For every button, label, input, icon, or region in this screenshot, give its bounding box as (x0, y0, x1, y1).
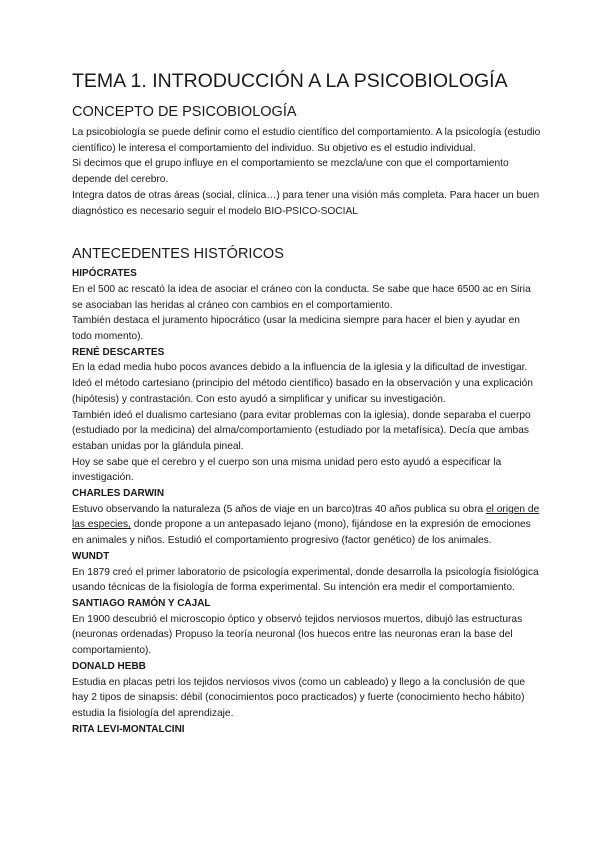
paragraph: Hoy se sabe que el cerebro y el cuerpo son una misma unidad pero esto ayudó a especificar la investigación. (72, 456, 502, 484)
paragraph: En 1879 creó el primer laboratorio de psicología experimental, donde desarrolla la psicología fisiológica usando técnicas de la fisiología de forma experimental. Su intención era medir el comportamiento. (72, 566, 539, 594)
text-span: donde propone a un antepasado lejano (mono), fijándose en la expresión de emociones en animales y niños. Estudió el comportamiento progresivo (factor genético) de los animales. (72, 519, 531, 547)
paragraph: Si decimos que el grupo influye en el comportamiento se mezcla/une con que el comportamiento depende del cerebro. (72, 158, 509, 186)
paragraph: También destaca el juramento hipocrático (usar la medicina siempre para hacer el bien y ayudar en todo momento). (72, 315, 520, 343)
paragraph: En la edad media hubo pocos avances debido a la influencia de la iglesia y la dificultad de investigar. (72, 362, 528, 374)
name-heading-hebb: DONALD HEBB (72, 660, 146, 672)
section-heading-concepto: CONCEPTO DE PSICOBIOLOGÍA (72, 104, 297, 120)
section-heading-antecedentes: ANTECEDENTES HISTÓRICOS (72, 246, 284, 263)
paragraph: Estudia en placas petri los tejidos nerviosos vivos (como un cableado) y llego a la conclusión de que hay 2 tipos de sinapsis: débil (conocimientos poco practicados) y fuerte (conocimiento hecho hábito) estudia la fisiología del aprendizaje. (72, 676, 526, 719)
paragraph: Ideó el método cartesiano (principio del método científico) basado en la observación y una explicación (hipótesis) y contrastación. Con esto ayudó a simplificar y unificar su investigación. (72, 378, 533, 405)
text-span: Estuvo observando la naturaleza (5 años de viaje en un barco)tras 40 años publica su obra (72, 503, 486, 515)
paragraph (72, 502, 542, 549)
paragraph: Integra datos de otras áreas (social, clínica…) para tener una visión más completa. Para hacer un buen diagnóstico es necesario seguir el modelo BIO-PSICO-SOCIAL (72, 189, 540, 217)
paragraph: La psicobiología se puede definir como el estudio científico del comportamiento. A la psicología (estudio científico) le interesa el comportamiento del individuo. Su objetivo es el estudio individual. (72, 127, 541, 154)
document-page (72, 70, 542, 737)
document-title: TEMA 1. INTRODUCCIÓN A LA PSICOBIOLOGÍA (72, 70, 508, 92)
paragraph: En 1900 descubrió el microscopio óptico y observó tejidos nerviosos muertos, dibujó las estructuras (neuronas ordenadas) Propuso la teoría neuronal (los huecos entre las neuronas eran la base del comportamiento). (72, 613, 523, 657)
name-heading-wundt: WUNDT (72, 550, 110, 562)
book-title-underlined: el origen de las especies, (72, 503, 540, 531)
name-heading-cajal: SANTIAGO RAMÓN Y CAJAL (72, 597, 211, 609)
paragraph: También ideó el dualismo cartesiano (para evitar problemas con la iglesia), donde separaba el cuerpo (estudiado por la medicina) del alma/comportamiento (estudiado por la metafísica). Decía que ambas estaban unidas por la glándula pineal. (72, 409, 531, 452)
name-heading-darwin: CHARLES DARWIN (72, 488, 165, 500)
name-heading-descartes: RENÉ DESCARTES (72, 346, 165, 358)
paragraph: En el 500 ac rescató la idea de asociar el cráneo con la conducta. Se sabe que hace 6500 ac en Siria se asociaban las heridas al cráneo con cambios en el comportamiento. (72, 283, 531, 311)
name-heading-hipocrates: HIPÓCRATES (72, 268, 137, 280)
name-heading-levi-montalcini: RITA LEVI-MONTALCINI (72, 723, 185, 735)
